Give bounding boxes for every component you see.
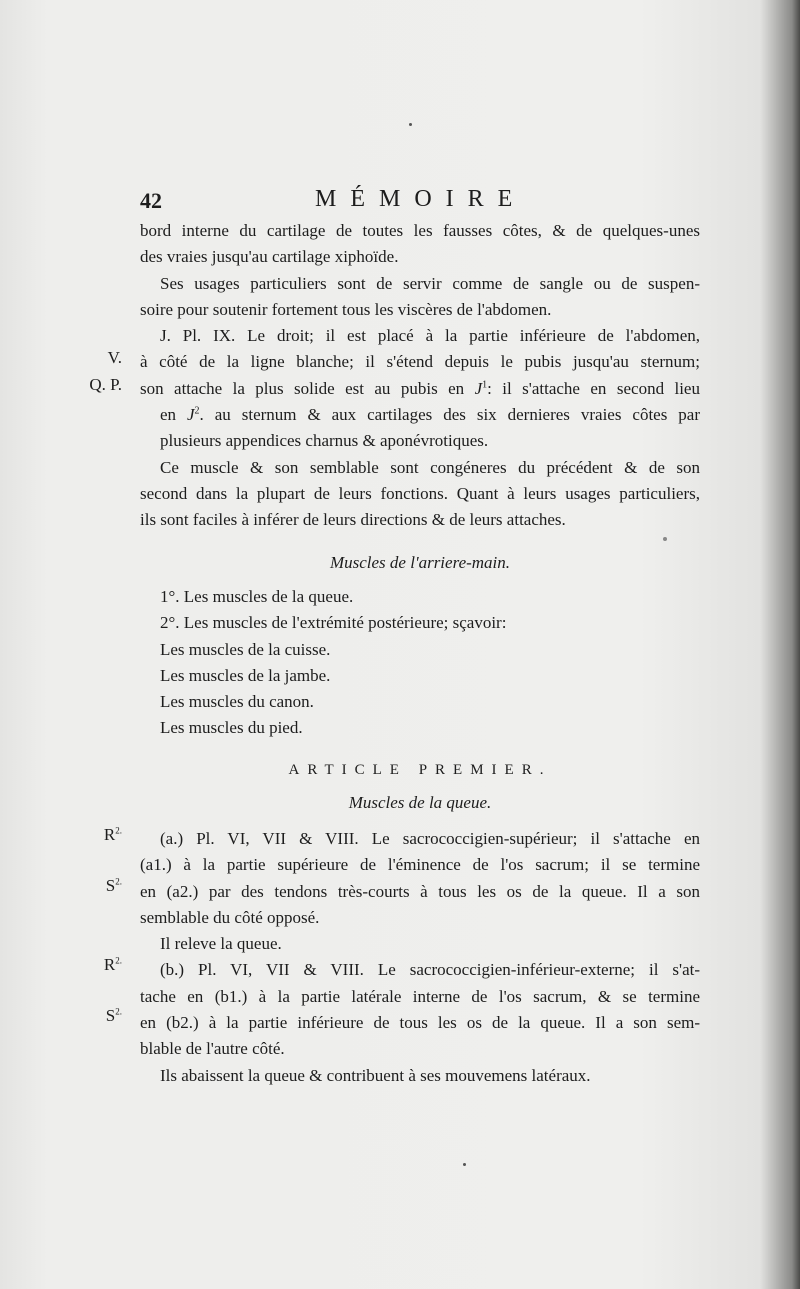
- text-line: semblable du côté opposé.: [140, 907, 320, 927]
- running-head: [140, 188, 700, 218]
- text-line: son attache la plus solide est au pubis en $J^1$: il s'attache en second lieu: [140, 378, 700, 398]
- list-item: 2°. Les muscles de l'extrémité postérieure; sçavoir:: [160, 613, 507, 633]
- text-line: Ils abaissent la queue & contribuent à ses mouvemens latéraux.: [160, 1065, 591, 1085]
- text-line: ils sont faciles à inférer de leurs directions & de leurs attaches.: [140, 510, 566, 530]
- text-line: (a1.) à la partie supérieure de l'éminence de l'os sacrum; il se termine: [140, 855, 700, 875]
- text-line: Ses usages particuliers sont de servir comme de sangle ou de suspen-: [160, 273, 700, 293]
- margin-note-qp: Q. P.: [89, 375, 122, 394]
- text-line: en $J^2$. au sternum & aux cartilages des six dernieres vraies côtes par: [160, 405, 700, 425]
- page-title: MÉMOIRE: [315, 186, 527, 212]
- article-heading: ARTICLE PREMIER.: [288, 762, 552, 778]
- margin-note-r2-second: $R^{2.}$: [103, 955, 122, 974]
- text-line: second dans la plupart de leurs fonctions. Quant à leurs usages particuliers,: [140, 483, 700, 503]
- body-text-queue: [140, 826, 700, 1089]
- paper-speck: [409, 123, 412, 126]
- paper-speck: [463, 1163, 466, 1166]
- list-item: Les muscles de la cuisse.: [160, 639, 331, 659]
- paper-speck: [663, 537, 667, 541]
- text-line: en (b2.) à la partie inférieure de tous les os de la queue. Il a son sem-: [140, 1013, 700, 1033]
- margin-note-v: V.: [107, 348, 122, 367]
- text-line: (b.) Pl. VI, VII & VIII. Le sacrococcigien-inférieur-externe; il s'at-: [160, 960, 700, 980]
- section-subheading: Muscles de la queue.: [348, 793, 492, 812]
- text-line: soire pour soutenir fortement tous les viscères de l'abdomen.: [140, 299, 552, 319]
- page-number: 42: [140, 188, 162, 213]
- margin-note-r2-first: $R^{2.}$: [103, 825, 122, 844]
- text-line: J. Pl. IX. Le droit; il est placé à la partie inférieure de l'abdomen,: [160, 326, 700, 346]
- margin-note-s2-second: $S^{2.}$: [105, 1006, 122, 1025]
- list-of-muscles: [140, 584, 700, 742]
- body-text: [140, 218, 700, 534]
- list-item: 1°. Les muscles de la queue.: [160, 587, 354, 606]
- text-line: Il releve la queue.: [160, 934, 282, 954]
- section-subheading: Muscles de l'arriere-main.: [329, 553, 511, 572]
- text-line: en (a2.) par des tendons très-courts à tous les os de la queue. Il a son: [140, 881, 700, 901]
- text-line: Ce muscle & son semblable sont congéneres du précédent & de son: [160, 457, 700, 477]
- list-item: Les muscles du canon.: [160, 692, 314, 712]
- margin-note-s2-first: $S^{2.}$: [105, 876, 122, 895]
- list-item: Les muscles du pied.: [160, 718, 303, 738]
- text-line: tache en (b1.) à la partie latérale interne de l'os sacrum, & se termine: [140, 986, 700, 1006]
- text-line: blable de l'autre côté.: [140, 1039, 285, 1059]
- list-item: Les muscles de la jambe.: [160, 665, 331, 685]
- text-line: (a.) Pl. VI, VII & VIII. Le sacrococcigien-supérieur; il s'attache en: [160, 829, 700, 848]
- text-line: bord interne du cartilage de toutes les fausses côtes, & de quelques-unes: [140, 221, 700, 240]
- text-line: plusieurs appendices charnus & aponévrotiques.: [160, 431, 489, 451]
- text-line: des vraies jusqu'au cartilage xiphoïde.: [140, 247, 399, 267]
- text-line: à côté de la ligne blanche; il s'étend depuis le pubis jusqu'au sternum;: [140, 352, 700, 372]
